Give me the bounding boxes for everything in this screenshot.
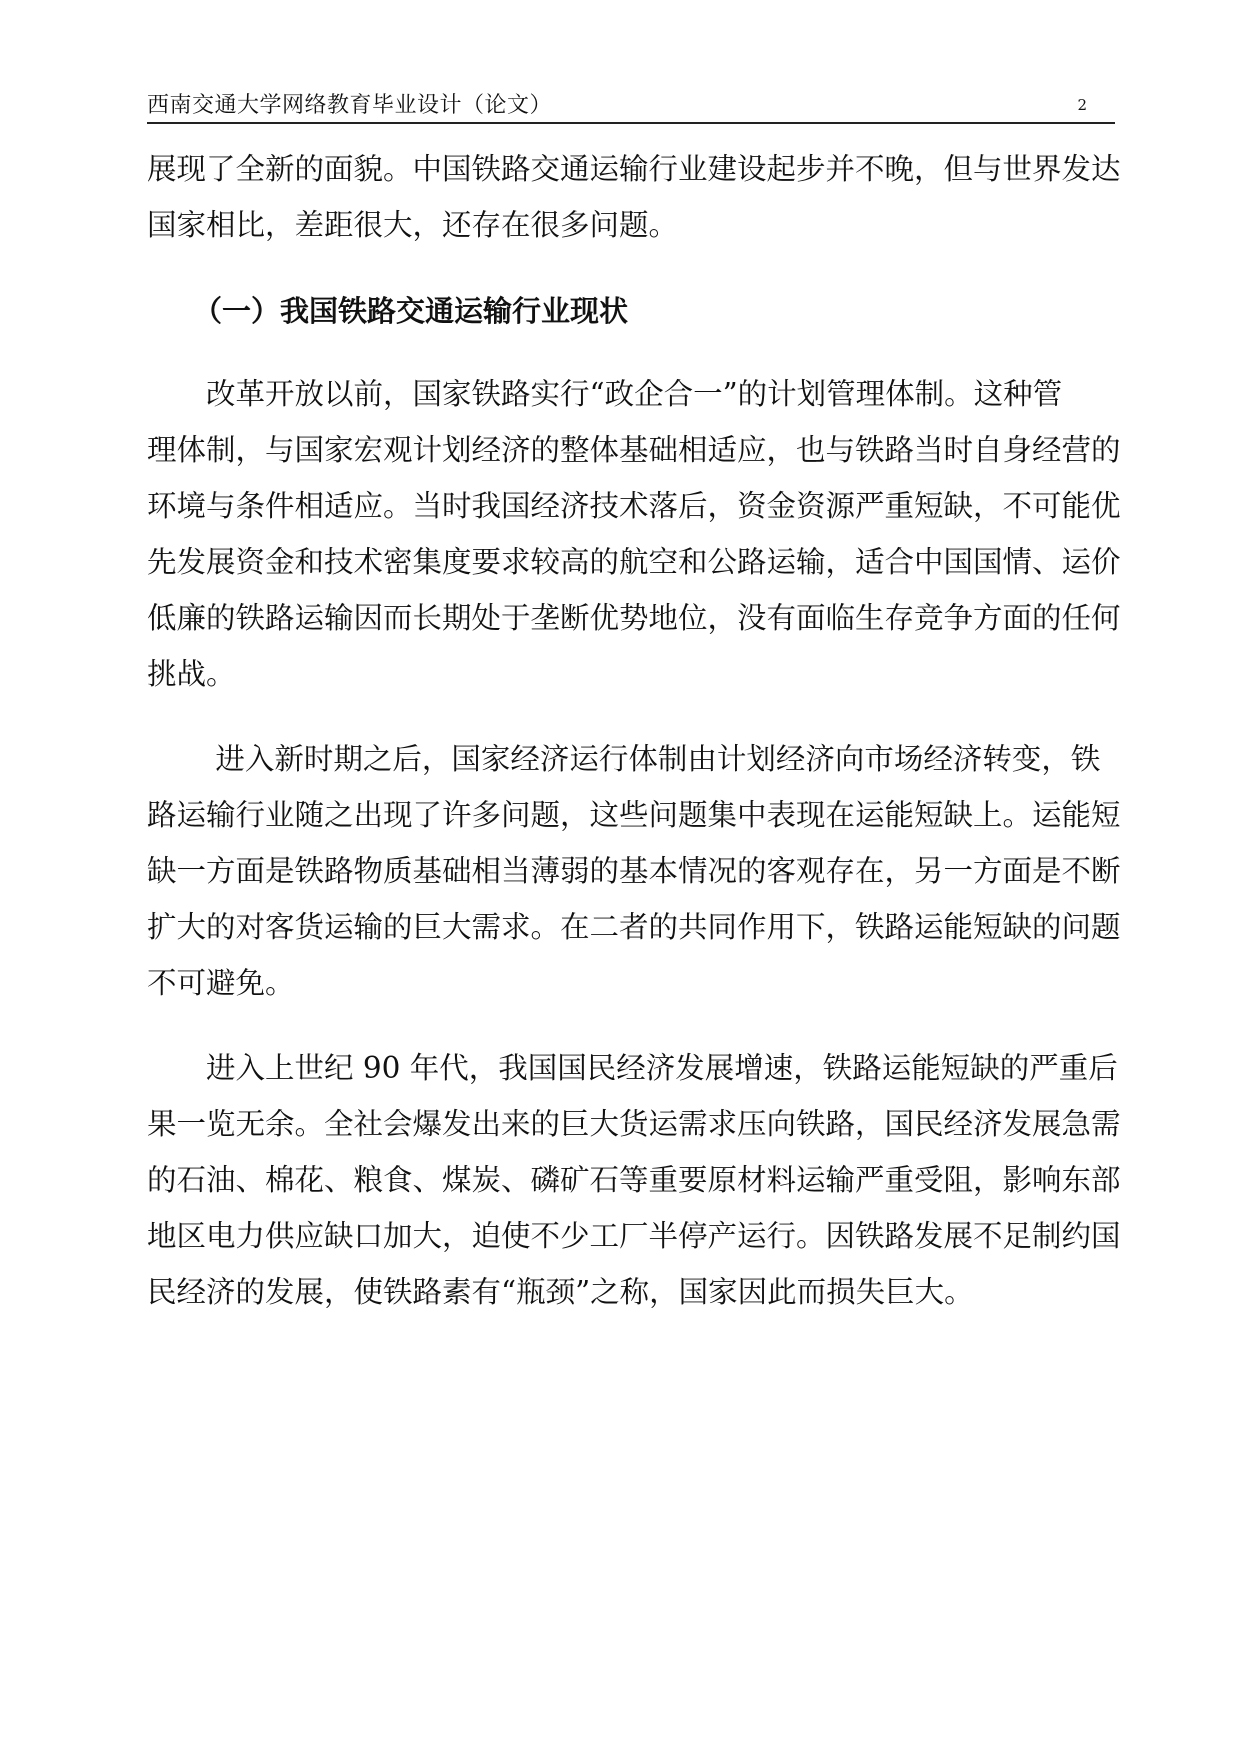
- paragraph3-line: 进入上世纪 90 年代，我国国民经济发展增速，铁路运能短缺的严重后: [147, 1051, 1118, 1085]
- page-header: [147, 82, 1115, 124]
- header-title: 西南交通大学网络教育毕业设计（论文）: [147, 93, 553, 118]
- paragraph1-line: 理体制，与国家宏观计划经济的整体基础相适应，也与铁路当时自身经营的: [147, 433, 1121, 467]
- paragraph2-line: 进入新时期之后，国家经济运行体制由计划经济向市场经济转变，铁: [147, 742, 1101, 776]
- paragraph2-line: 缺一方面是铁路物质基础相当薄弱的基本情况的客观存在，另一方面是不断: [147, 854, 1121, 888]
- paragraph2-line: 扩大的对客货运输的巨大需求。在二者的共同作用下，铁路运能短缺的问题: [147, 910, 1121, 944]
- paragraph1-line: 低廉的铁路运输因而长期处于垄断优势地位，没有面临生存竞争方面的任何: [147, 601, 1121, 635]
- paragraph1-line: 环境与条件相适应。当时我国经济技术落后，资金资源严重短缺，不可能优: [147, 489, 1121, 523]
- paragraph2-line: 不可避免。: [147, 966, 295, 1000]
- paragraph1-line: 改革开放以前，国家铁路实行“政企合一”的计划管理体制。这种管: [147, 377, 1063, 411]
- paragraph1-line: 先发展资金和技术密集度要求较高的航空和公路运输，适合中国国情、运价: [147, 545, 1121, 579]
- section-heading: （一）我国铁路交通运输行业现状: [193, 294, 629, 328]
- paragraph3-line: 果一览无余。全社会爆发出来的巨大货运需求压向铁路，国民经济发展急需: [147, 1107, 1121, 1141]
- paragraph2-line: 路运输行业随之出现了许多问题，这些问题集中表现在运能短缺上。运能短: [147, 798, 1121, 832]
- paragraph3-line: 的石油、棉花、粮食、煤炭、磷矿石等重要原材料运输严重受阻，影响东部: [147, 1163, 1121, 1197]
- intro-line: 国家相比，差距很大，还存在很多问题。: [147, 208, 679, 242]
- paragraph3-line: 地区电力供应缺口加大，迫使不少工厂半停产运行。因铁路发展不足制约国: [147, 1219, 1121, 1253]
- page-number: 2: [1077, 96, 1087, 114]
- paragraph1-line: 挑战。: [147, 657, 236, 691]
- paragraph3-line: 民经济的发展，使铁路素有“瓶颈”之称，国家因此而损失巨大。: [147, 1275, 974, 1309]
- intro-line: 展现了全新的面貌。中国铁路交通运输行业建设起步并不晚，但与世界发达: [147, 152, 1121, 186]
